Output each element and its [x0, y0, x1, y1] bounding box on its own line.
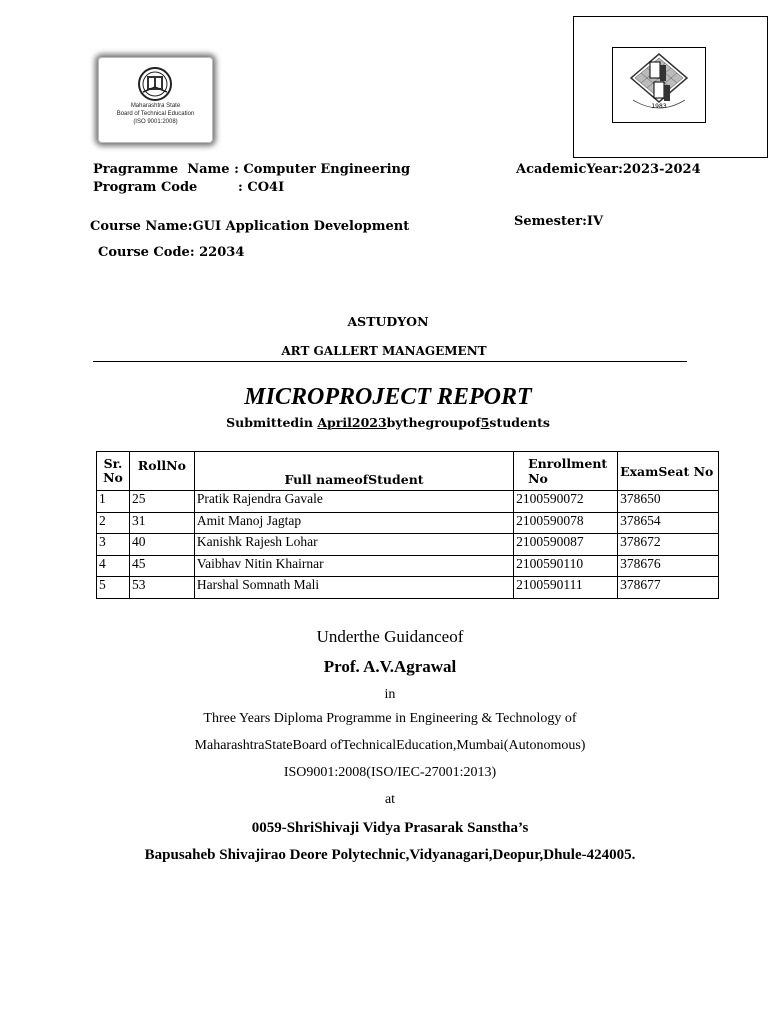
- submission-mid: bythegroupof: [386, 415, 481, 430]
- header-exam-seat-no: ExamSeat No: [618, 452, 719, 491]
- institute-logo: [612, 47, 706, 123]
- cell-sr: 4: [97, 555, 130, 577]
- cell-roll: 53: [129, 577, 194, 599]
- header-roll-no: RollNo: [129, 452, 194, 491]
- program-code: Program Code : CO4I: [93, 180, 285, 195]
- programme-name: Pragramme Name : Computer Engineering: [93, 162, 411, 177]
- table-row: [97, 491, 719, 513]
- header-full-name: Full nameofStudent: [194, 452, 513, 491]
- header-enrollment-no: Enrollment No: [514, 452, 618, 491]
- guidance-heading: Underthe Guidanceof: [316, 627, 464, 646]
- msbte-logo: [98, 57, 213, 143]
- board-line: MaharashtraStateBoard ofTechnicalEducation,Mumbai(Autonomous): [194, 738, 586, 753]
- table-row: [97, 512, 719, 534]
- cell-enrollment: 2100590072: [514, 491, 618, 513]
- cell-sr: 2: [97, 512, 130, 534]
- header-sr-no: Sr. No: [97, 452, 130, 491]
- institute-logo-year: 1983: [651, 103, 667, 110]
- cell-enrollment: 2100590111: [514, 577, 618, 599]
- course-code: Course Code: 22034: [98, 245, 245, 260]
- cell-roll: 45: [129, 555, 194, 577]
- in-text: in: [384, 687, 396, 702]
- cell-sr: 1: [97, 491, 130, 513]
- msbte-logo-line1: Maharashtra State: [130, 103, 181, 109]
- cell-name: Harshal Somnath Mali: [194, 577, 513, 599]
- cell-seat: 378672: [618, 534, 719, 556]
- institute-emblem-icon: [613, 48, 705, 122]
- cell-roll: 25: [129, 491, 194, 513]
- table-row: [97, 555, 719, 577]
- submission-count: 5: [480, 415, 490, 430]
- cell-roll: 40: [129, 534, 194, 556]
- cell-sr: 5: [97, 577, 130, 599]
- submission-suffix: students: [489, 415, 550, 430]
- report-title: MICROPROJECT REPORT: [244, 384, 532, 410]
- msbte-logo-line2: Board of Technical Education: [116, 111, 195, 117]
- study-line-1: ASTUDYON: [347, 314, 429, 329]
- college-name: Bapusaheb Shivajirao Deore Polytechnic,Vidyanagari,Deopur,Dhule-424005.: [144, 847, 636, 863]
- submission-prefix: Submittedin: [226, 415, 318, 430]
- submission-line: [4, 415, 768, 430]
- guide-name: Prof. A.V.Agrawal: [323, 657, 457, 676]
- iso-line: ISO9001:2008(ISO/IEC-27001:2013): [283, 765, 497, 780]
- cell-enrollment: 2100590110: [514, 555, 618, 577]
- programme-line: Three Years Diploma Programme in Engineering & Technology of: [203, 711, 577, 726]
- study-line-2: ART GALLERT MANAGEMENT: [281, 344, 487, 358]
- cell-seat: 378654: [618, 512, 719, 534]
- student-table: [96, 451, 719, 599]
- title-divider: [93, 361, 687, 362]
- sanstha-name: 0059-ShriShivaji Vidya Prasarak Sanstha’s: [251, 820, 529, 836]
- table-row: [97, 534, 719, 556]
- academic-year: AcademicYear:2023-2024: [516, 162, 701, 177]
- semester: Semester:IV: [514, 214, 604, 229]
- course-name: Course Name:GUI Application Development: [90, 219, 410, 234]
- table-row: [97, 577, 719, 599]
- cell-enrollment: 2100590087: [514, 534, 618, 556]
- cell-name: Amit Manoj Jagtap: [194, 512, 513, 534]
- cell-seat: 378650: [618, 491, 719, 513]
- cell-seat: 378676: [618, 555, 719, 577]
- cell-roll: 31: [129, 512, 194, 534]
- cell-name: Kanishk Rajesh Lohar: [194, 534, 513, 556]
- at-text: at: [384, 792, 396, 807]
- cell-name: Pratik Rajendra Gavale: [194, 491, 513, 513]
- table-header-row: [97, 452, 719, 491]
- msbte-logo-line3: (ISO 9001:2008): [133, 119, 178, 125]
- submission-month: April2023: [317, 415, 387, 430]
- cell-seat: 378677: [618, 577, 719, 599]
- msbte-emblem-icon: [98, 57, 213, 107]
- cell-sr: 3: [97, 534, 130, 556]
- cell-enrollment: 2100590078: [514, 512, 618, 534]
- cell-name: Vaibhav Nitin Khairnar: [194, 555, 513, 577]
